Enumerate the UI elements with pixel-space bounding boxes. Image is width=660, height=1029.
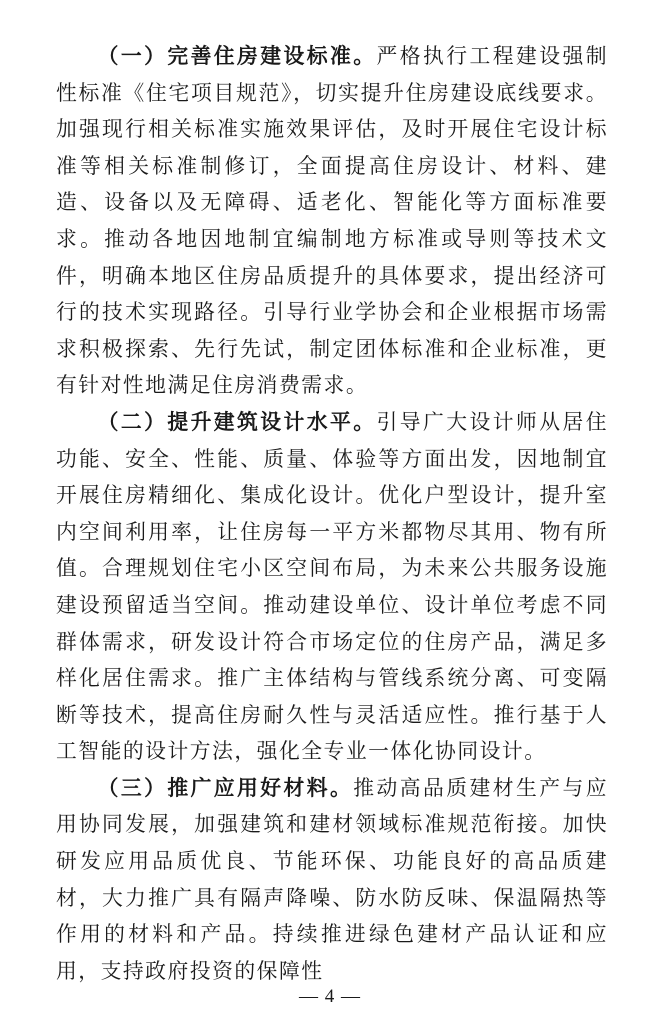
document-body xyxy=(56,38,608,989)
paragraph-3-heading: （三）推广应用好材料。 xyxy=(97,775,354,800)
paragraph-2-text: 引导广大设计师从居住功能、安全、性能、质量、体验等方面出发，因地制宜开展住房精细化、集成化设计。优化户型设计，提升室内空间利用率，让住房每一平方米都物尽其用、物有所值。合理规划住宅小区空间布局，为未来公共服务设施建设预留适当空间。推动建设单位、设计单位考虑不同群体需求，研发设计符合市场定位的住房产品，满足多样化居住需求。推广主体结构与管线系统分离、可变隔断等技术，提高住房耐久性与灵活适应性。推行基于人工智能的设计方法，强化全专业一体化协同设计。 xyxy=(56,409,609,764)
paragraph-2-heading: （二）提升建筑设计水平。 xyxy=(97,409,377,434)
paragraph-3 xyxy=(56,770,608,990)
page-number: — 4 — xyxy=(299,986,361,1007)
paragraph-3-text: 推动高品质建材生产与应用协同发展，加强建筑和建材领域标准规范衔接。加快研发应用品质优良、节能环保、功能良好的高品质建材，大力推广具有隔声降噪、防水防反味、保温隔热等作用的材料和产品。持续推进绿色建材产品认证和应用，支持政府投资的保障性 xyxy=(56,775,609,983)
paragraph-1-heading: （一）完善住房建设标准。 xyxy=(97,44,377,68)
paragraph-2 xyxy=(56,404,608,770)
paragraph-1-text: 严格执行工程建设强制性标准《住宅项目规范》，切实提升住房建设底线要求。加强现行相关标准实施效果评估，及时开展住宅设计标准等相关标准制修订，全面提高住房设计、材料、建造、设备以及无障碍、适老化、智能化等方面标准要求。推动各地因地制宜编制地方标准或导则等技术文件，明确本地区住房品质提升的具体要求，提出经济可行的技术实现路径。引导行业学协会和企业根据市场需求积极探索、先行先试，制定团体标准和企业标准，更有针对性地满足住房消费需求。 xyxy=(56,44,609,398)
paragraph-1 xyxy=(56,38,608,404)
